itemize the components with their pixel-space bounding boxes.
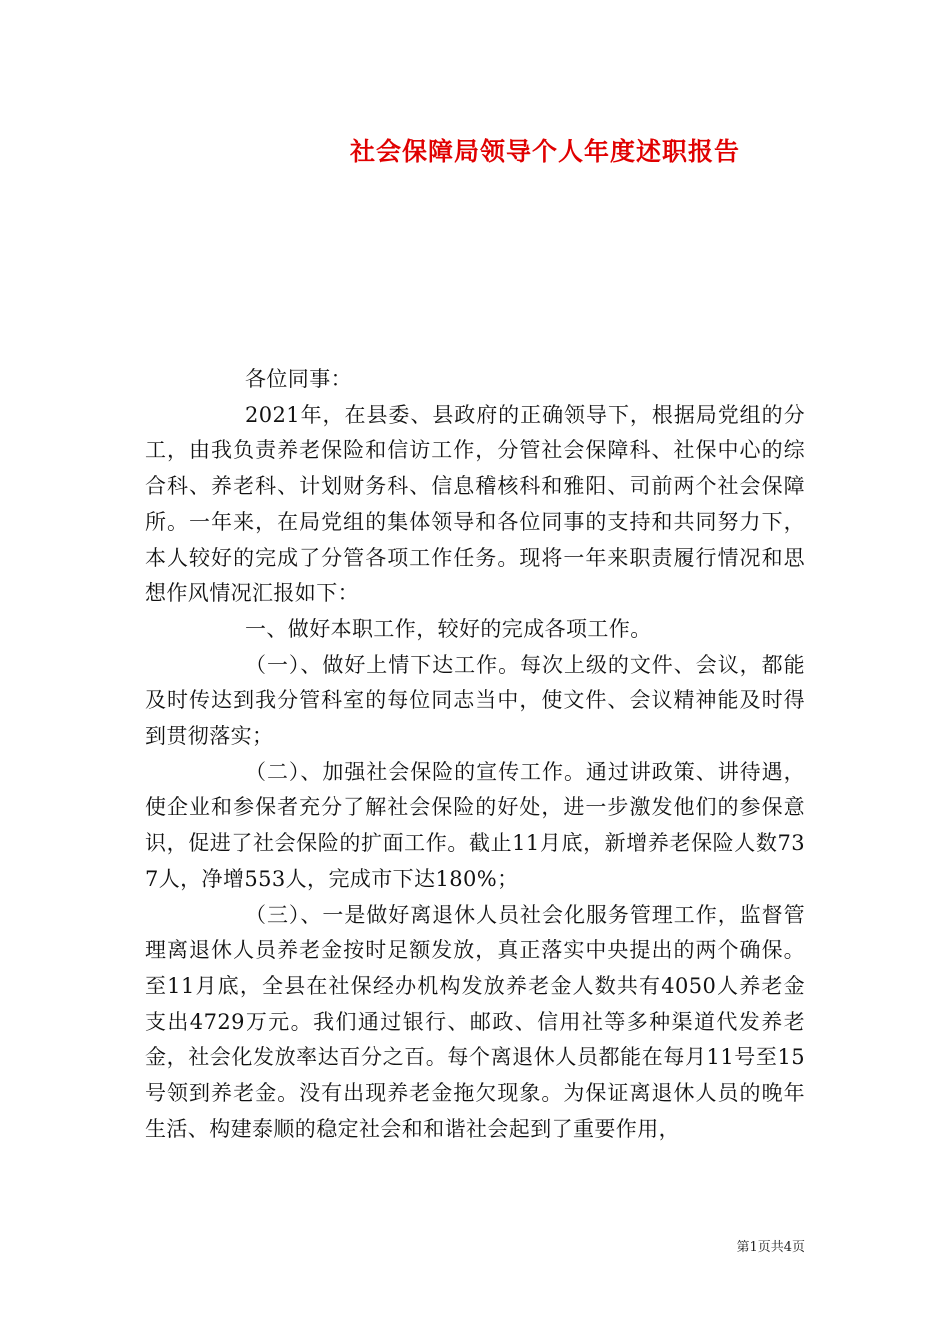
paragraph-intro: 2021年，在县委、县政府的正确领导下，根据局党组的分工，由我负责养老保险和信访工作，分管社会保障科、社保中心的综合科、养老科、计划财务科、信息稽核科和雅阳、司前两个社会保障所。一年来，在局党组的集体领导和各位同事的支持和共同努力下，本人较好的完成了分管各项工作任务。现将一年来职责履行情况和思想作风情况汇报如下： xyxy=(145,402,805,606)
paragraph-item-1: （一）、做好上情下达工作。每次上级的文件、会议，都能及时传达到我分管科室的每位同志当中，使文件、会议精神能及时得到贯彻落实； xyxy=(145,652,805,749)
document-title: 社会保障局领导个人年度述职报告 xyxy=(349,137,740,166)
document-body xyxy=(145,362,805,1147)
paragraph-item-3: （三）、一是做好离退休人员社会化服务管理工作，监督管理离退休人员养老金按时足额发放，真正落实中央提出的两个确保。至11月底，全县在社保经办机构发放养老金人数共有4050人养老金支出4729万元。我们通过银行、邮政、信用社等多种渠道代发养老金，社会化发放率达百分之百。每个离退休人员都能在每月11号至15号领到养老金。没有出现养老金拖欠现象。为保证离退休人员的晚年生活、构建泰顺的稳定社会和和谐社会起到了重要作用， xyxy=(145,902,805,1141)
section-heading-1: 一、做好本职工作，较好的完成各项工作。 xyxy=(245,616,652,641)
paragraph-item-2: （二）、加强社会保险的宣传工作。通过讲政策、讲待遇，使企业和参保者充分了解社会保险的好处，进一步激发他们的参保意识，促进了社会保险的扩面工作。截止11月底，新增养老保险人数737人，净增553人，完成市下达180%； xyxy=(145,759,805,891)
greeting-line: 各位同事： xyxy=(245,367,352,391)
page-number-footer: 第1页共4页 xyxy=(736,1240,805,1255)
